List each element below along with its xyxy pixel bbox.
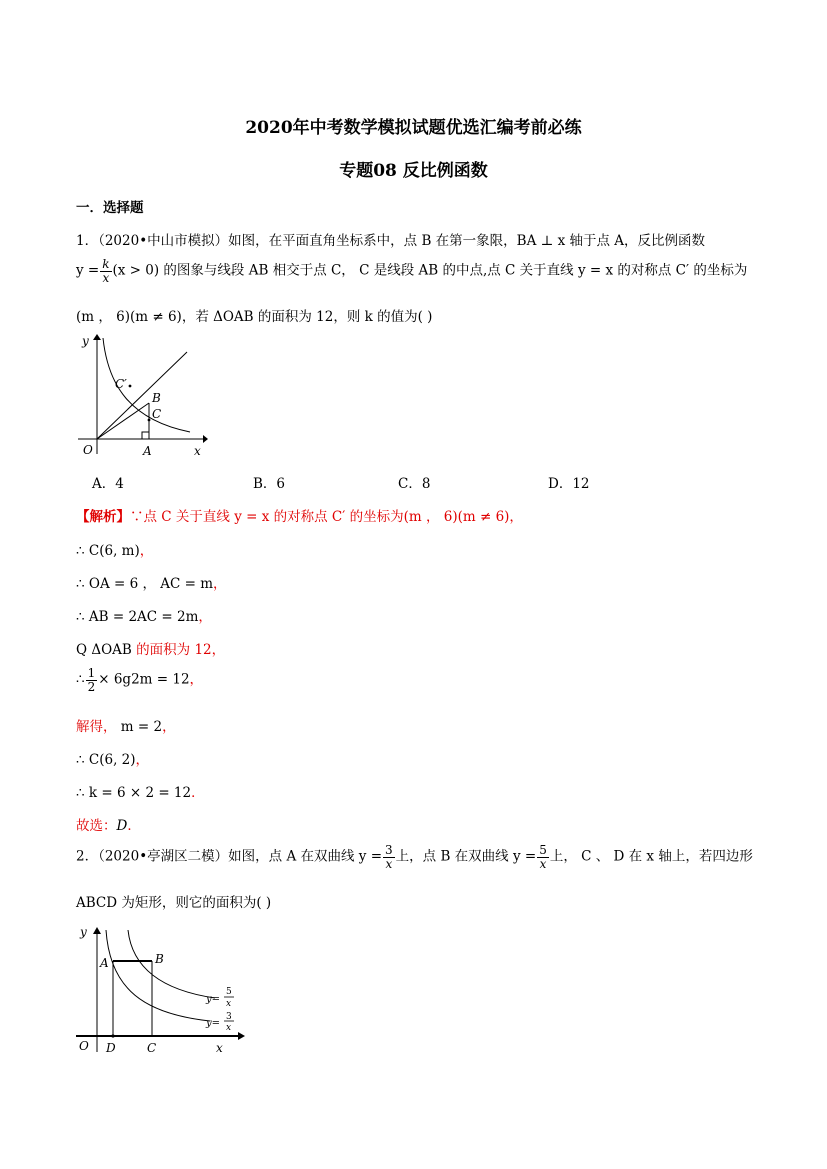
- q2-frac2-num: 5: [539, 843, 547, 857]
- q1-option-b: B．6: [253, 476, 286, 492]
- q1-label-A: A: [143, 444, 152, 458]
- solution-line6: [76, 667, 203, 693]
- q2-label-B: B: [155, 952, 164, 966]
- q2-x-arrow: [238, 1032, 245, 1040]
- solution-line10: [76, 814, 141, 834]
- q2-frac1-num: 3: [385, 843, 393, 857]
- q1-segment-OB: [97, 403, 149, 439]
- q1-fraction: [100, 258, 111, 284]
- q1-line2-b: (x > 0) 的图象与线段 AB 相交于点 C， C 是线段 AB 的中点,点 C 关于直线 y = x 的对称点 C′ 的坐标为: [112, 262, 748, 279]
- q2-frac2-den: x: [539, 856, 547, 871]
- solution-line9-expr: ∴ k = 6 × 2 = 12: [76, 785, 192, 801]
- q2-line2: ABCD 为矩形，则它的面积为( ): [76, 895, 272, 911]
- q1-label-O: O: [83, 443, 93, 457]
- q1-y-arrow: [93, 334, 101, 340]
- solution-line8-expr: ∴ C(6, 2): [76, 752, 136, 768]
- q1-label-C: C: [152, 407, 162, 421]
- q1-point-C: [148, 419, 151, 422]
- solution-line5-expr: Q ΔOAB: [76, 642, 132, 658]
- q2-fraction-3x: [383, 844, 395, 870]
- solution-line10-answer: D: [116, 818, 128, 834]
- solution-line8-punct: ，: [135, 752, 150, 768]
- q1-point-Cprime: [129, 385, 132, 388]
- q2-point-D: [111, 1034, 114, 1037]
- q2-line1: [76, 844, 753, 870]
- q2-curve3-den: x: [226, 1023, 232, 1033]
- solution-half-fraction: [86, 667, 98, 693]
- q2-line1-a: 2．（2020•亭湖区二模）如图，点 A 在双曲线 y =: [76, 848, 383, 865]
- q2-label-A: A: [100, 956, 109, 970]
- solution-line9: [76, 781, 205, 801]
- solution-line4-punct: ，: [198, 609, 212, 625]
- solution-line9-punct: ．: [191, 785, 205, 801]
- q2-label-D: D: [106, 1041, 116, 1055]
- solution-line4-expr: ∴ AB = 2AC = 2m: [76, 609, 199, 625]
- q2-y-arrow: [93, 927, 101, 934]
- page-title: 2020年中考数学模拟试题优选汇编考前必练: [245, 118, 582, 138]
- q2-curve5-label-y: y=: [206, 994, 221, 1005]
- q2-line1-b: 上，点 B 在双曲线 y =: [395, 848, 537, 865]
- solution-line7-label: 解得，: [76, 719, 117, 735]
- q2-curve3-label-y: y=: [206, 1018, 221, 1029]
- q1-x-arrow: [203, 435, 208, 443]
- q1-label-y: y: [82, 334, 89, 348]
- q1-option-a: A．4: [92, 476, 124, 492]
- solution-line10-label: 故选：: [76, 818, 117, 834]
- solution-tag: 【解析】: [76, 509, 130, 525]
- q1-label-B: B: [152, 391, 161, 405]
- q1-figure: [70, 330, 210, 460]
- q1-label-x: x: [194, 444, 201, 458]
- solution-line2: [76, 539, 153, 559]
- q2-curve5-den: x: [226, 999, 232, 1009]
- solution-line10-punct: ．: [127, 818, 141, 834]
- q1-label-Cprime: C′: [115, 377, 127, 391]
- solution-frac-num: 1: [87, 666, 96, 680]
- solution-frac-den: 2: [87, 679, 96, 694]
- section-heading: 一．选择题: [76, 200, 144, 216]
- q1-frac-num: k: [102, 257, 110, 271]
- solution-line4: [76, 605, 212, 625]
- solution-line1: [76, 505, 523, 525]
- q2-fraction-5x: [537, 844, 549, 870]
- q1-line2-a: y =: [76, 262, 100, 279]
- q2-label-x: x: [216, 1041, 223, 1055]
- q1-line3: (m ， 6)(m ≠ 6)，若 ΔOAB 的面积为 12，则 k 的值为( ): [76, 309, 433, 325]
- q2-frac1-den: x: [385, 856, 393, 871]
- solution-line6-therefore: ∴: [76, 671, 85, 688]
- page-subtitle: 专题08 反比例函数: [339, 161, 488, 181]
- q1-option-c: C．8: [398, 476, 431, 492]
- q2-curve5-num: 5: [226, 987, 232, 997]
- q1-option-d: D．12: [548, 476, 590, 492]
- solution-line6-expr: × 6g2m = 12: [98, 671, 190, 688]
- q2-label-C: C: [147, 1041, 157, 1055]
- solution-line2-expr: ∴ C(6, m): [76, 543, 140, 559]
- solution-line8: [76, 748, 149, 768]
- q1-frac-den: x: [102, 270, 110, 285]
- q2-label-O: O: [79, 1039, 89, 1053]
- solution-line7-expr: m = 2: [116, 719, 163, 735]
- solution-line3-punct: ，: [213, 576, 227, 592]
- q2-curve-3-over-x: [106, 930, 210, 1021]
- q2-curve3-num: 3: [226, 1012, 232, 1022]
- solution-line7-punct: ，: [162, 719, 176, 735]
- q1-line1: 1．（2020•中山市模拟）如图，在平面直角坐标系中，点 B 在第一象限，BA ⊥ x 轴于点 A，反比例函数: [76, 233, 706, 249]
- solution-line6-punct: ，: [189, 671, 204, 688]
- solution-line5-text: 的面积为 12，: [131, 642, 226, 658]
- q1-right-angle-mark: [142, 432, 149, 439]
- solution-line5: [76, 638, 225, 658]
- q1-line-y-eq-x: [97, 352, 187, 439]
- solution-line1-text: ∵点 C 关于直线 y = x 的对称点 C′ 的坐标为(m ， 6)(m ≠ 6)，: [130, 509, 523, 525]
- solution-line7: [76, 715, 176, 735]
- q2-curve-5-over-x: [128, 930, 215, 998]
- q2-figure: [70, 922, 250, 1062]
- q2-line1-c: 上， C 、 D 在 x 轴上，若四边形: [549, 848, 753, 865]
- solution-line3-expr: ∴ OA = 6 ， AC = m: [76, 576, 214, 592]
- q1-line2: [76, 258, 747, 284]
- solution-line3: [76, 572, 227, 592]
- q2-label-y: y: [80, 925, 87, 939]
- solution-line2-punct: ，: [139, 543, 154, 559]
